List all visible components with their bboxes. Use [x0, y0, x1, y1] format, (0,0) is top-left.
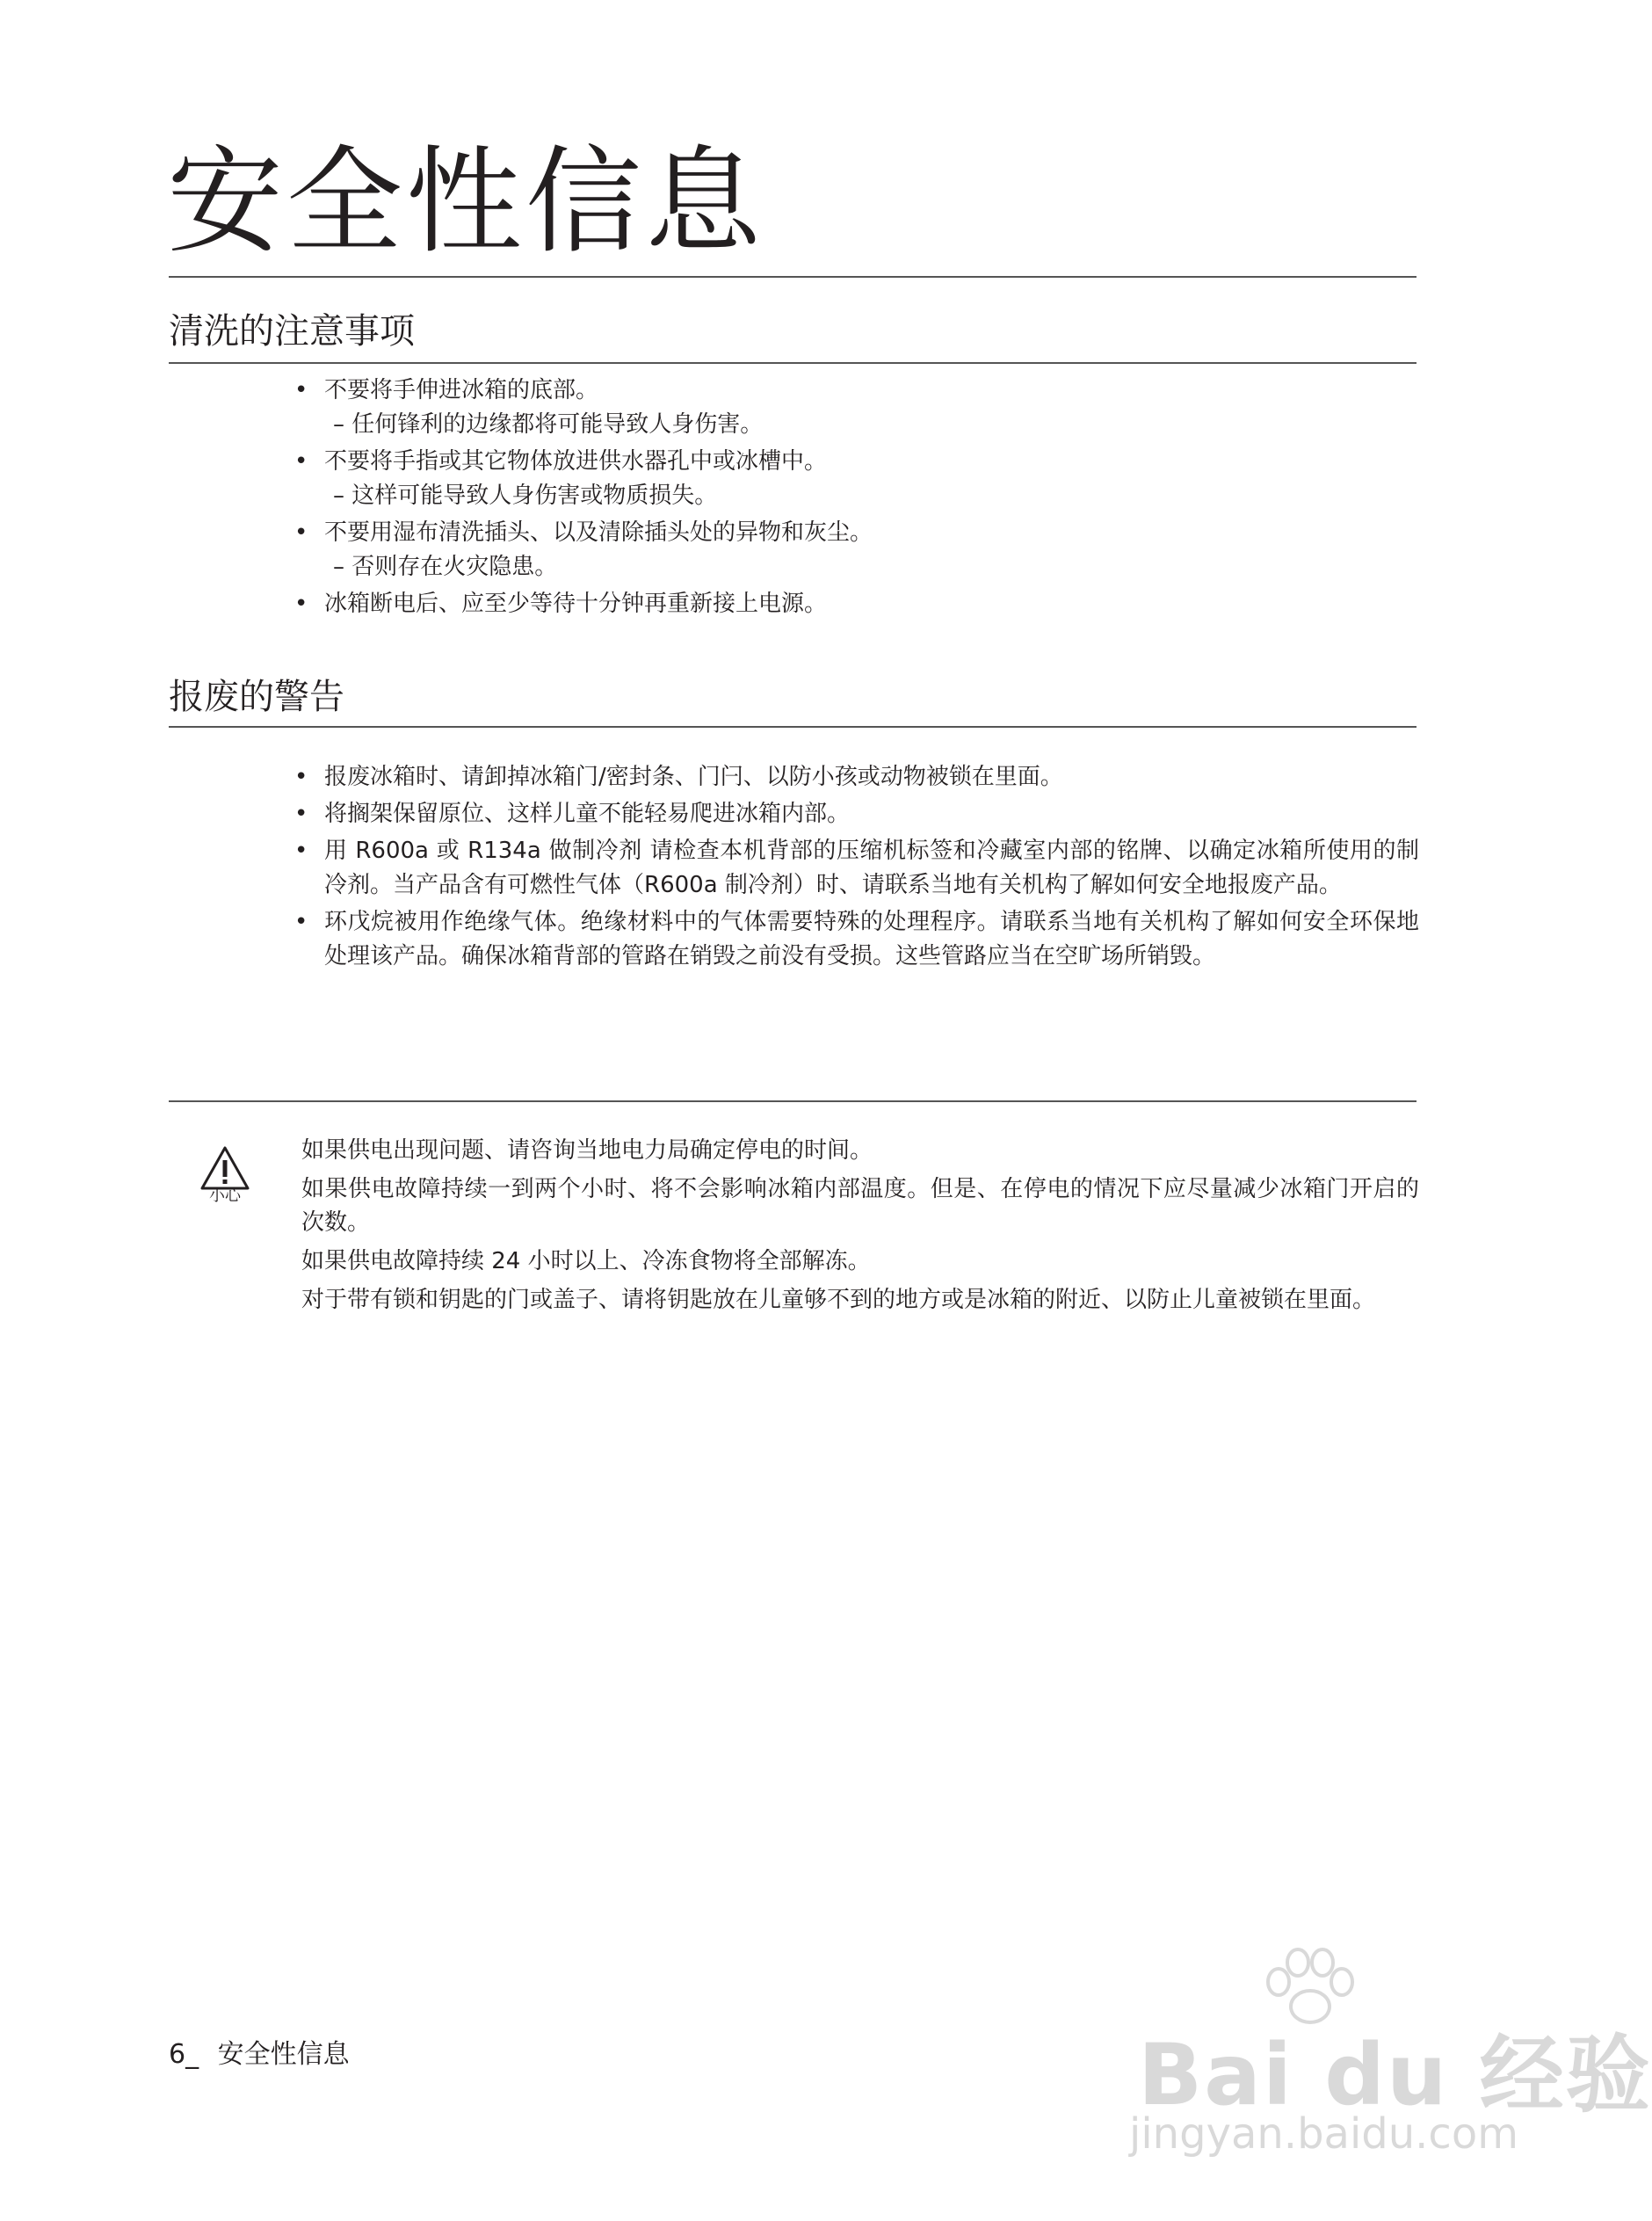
caution-paragraph: 如果供电出现问题、请咨询当地电力局确定停电的时间。 [301, 1137, 873, 1164]
page-number: 6_ [169, 2039, 199, 2070]
list-item [294, 374, 1419, 442]
list-item [294, 905, 1419, 974]
list-item [294, 834, 1419, 903]
list-item [294, 797, 1419, 831]
footer-section-name: 安全性信息 [217, 2039, 350, 2070]
watermark-brand: Bai du 经验 [1138, 2026, 1652, 2124]
section-divider-disposal [169, 726, 1417, 728]
caution-paragraph: 对于带有锁和钥匙的门或盖子、请将钥匙放在儿童够不到的地方或是冰箱的附近、以防止儿童被锁在里面。 [301, 1287, 1376, 1313]
list-item-text: 冰箱断电后、应至少等待十分钟再重新接上电源。 [324, 591, 828, 617]
bullet-icon: • [294, 591, 308, 617]
caution-text [301, 1134, 1419, 1322]
bullet-icon: • [294, 838, 308, 864]
list-item-subtext: – 任何锋利的边缘都将可能导致人身伤害。 [333, 411, 764, 438]
bullet-icon: • [294, 801, 308, 827]
page-footer [169, 2037, 350, 2072]
list-item-text: 不要将手伸进冰箱的底部。 [324, 377, 599, 403]
bullet-icon: • [294, 448, 308, 475]
section-heading-disposal: 报废的警告 [169, 677, 344, 717]
list-item-text: 将搁架保留原位、这样儿童不能轻易爬进冰箱内部。 [324, 801, 851, 827]
disposal-list [294, 760, 1419, 976]
bullet-icon: • [294, 764, 308, 790]
page-title: 安全性信息 [167, 134, 764, 270]
list-item [294, 445, 1419, 513]
bullet-icon: • [294, 909, 308, 935]
list-item-text: 环戊烷被用作绝缘气体。绝缘材料中的气体需要特殊的处理程序。请联系当地有关机构了解如何安全环保地处理该产品。确保冰箱背部的管路在销毁之前没有受损。这些管路应当在空旷场所销毁。 [324, 909, 1419, 969]
caution-paragraph: 如果供电故障持续一到两个小时、将不会影响冰箱内部温度。但是、在停电的情况下应尽量减少冰箱门开启的次数。 [301, 1176, 1419, 1236]
bullet-icon: • [294, 519, 308, 546]
list-item [294, 587, 1419, 621]
bullet-icon: • [294, 377, 308, 403]
list-item-text: 用 R600a 或 R134a 做制冷剂 请检查本机背部的压缩机标签和冷藏室内部的铭牌、以确定冰箱所使用的制冷剂。当产品含有可燃性气体（R600a 制冷剂）时、请联系当地有关机构了解如何安全地报废产品。 [324, 838, 1419, 898]
section-heading-cleaning: 清洗的注意事项 [169, 311, 415, 352]
list-item [294, 516, 1419, 584]
list-item-text: 不要将手指或其它物体放进供水器孔中或冰槽中。 [324, 448, 828, 475]
watermark-url: jingyan.baidu.com [1129, 2109, 1518, 2159]
list-item-text: 报废冰箱时、请卸掉冰箱门/密封条、门闩、以防小孩或动物被锁在里面。 [324, 764, 1063, 790]
cleaning-list [294, 374, 1419, 624]
caution-label: 小心 [209, 1187, 241, 1205]
caution-paragraph: 如果供电故障持续 24 小时以上、冷冻食物将全部解冻。 [301, 1248, 871, 1274]
list-item-text: 不要用湿布清洗插头、以及清除插头处的异物和灰尘。 [324, 519, 873, 546]
baidu-watermark [1120, 1947, 1652, 2159]
list-item [294, 760, 1419, 795]
list-item-subtext: – 这样可能导致人身伤害或物质损失。 [333, 483, 718, 509]
list-item-subtext: – 否则存在火灾隐患。 [333, 554, 558, 580]
section-divider-cleaning [169, 362, 1417, 364]
caution-divider [169, 1100, 1417, 1102]
title-divider [169, 276, 1417, 278]
